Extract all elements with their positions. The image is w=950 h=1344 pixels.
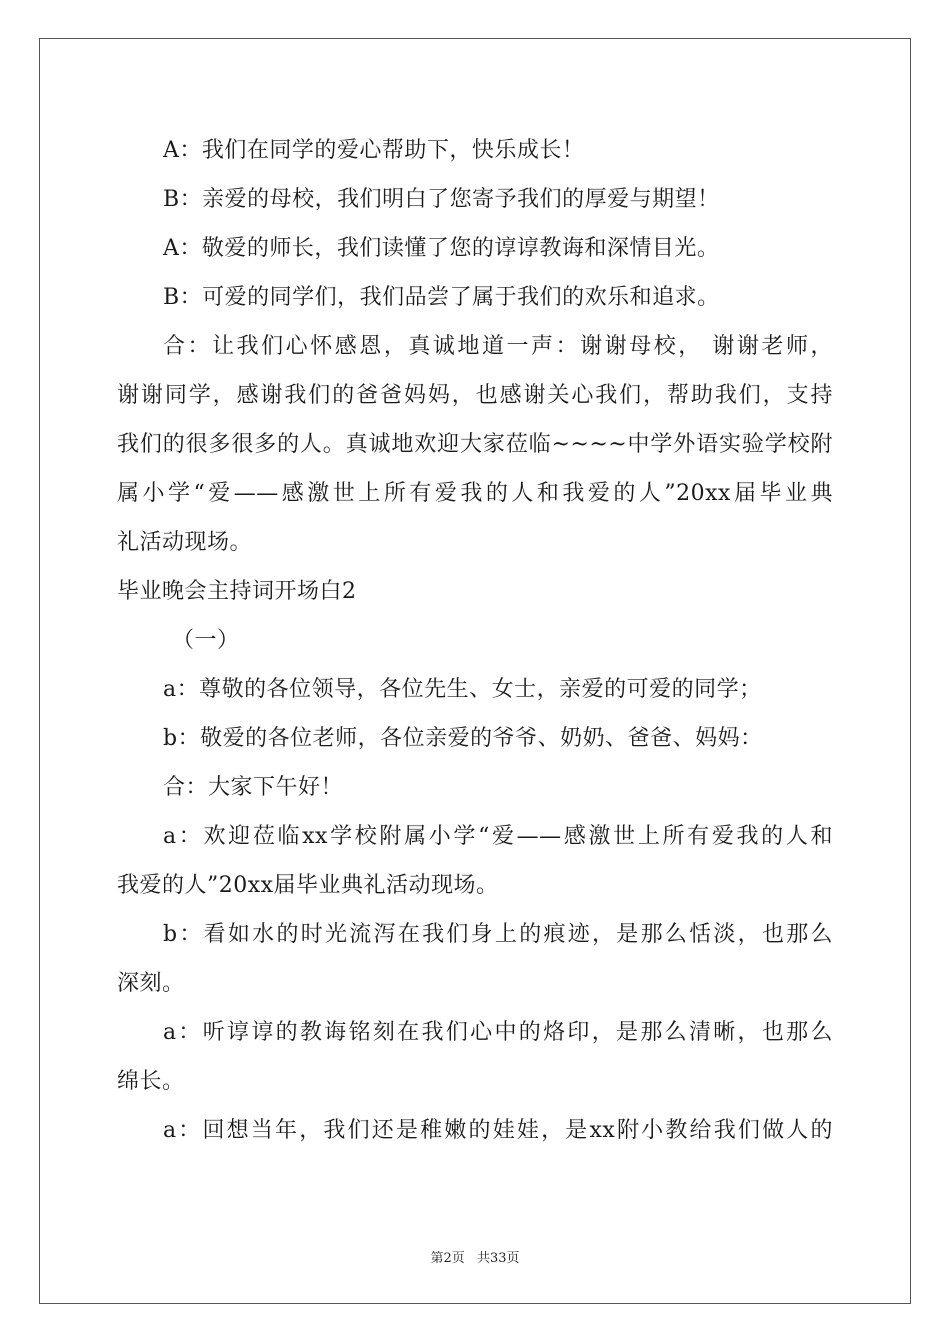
paragraph-line: a：尊敬的各位领导，各位先生、女士，亲爱的可爱的同学；: [163, 677, 762, 702]
paragraph-line: 我们的很多很多的人。真诚地欢迎大家莅临~~~~中学外语实验学校附: [117, 432, 833, 457]
paragraph-line: 合：大家下午好！: [163, 775, 344, 800]
paragraph-line: 合：让我们心怀感恩，真诚地道一声：谢谢母校， 谢谢老师，: [163, 334, 833, 359]
paragraph-line: 我爱的人”20xx届毕业典礼活动现场。: [117, 873, 499, 898]
paragraph-line: 属小学“爱——感激世上所有爱我的人和我爱的人”20xx届毕业典: [117, 481, 833, 506]
paragraph-line: 礼活动现场。: [117, 530, 253, 555]
paragraph-line: b：敬爱的各位老师，各位亲爱的爷爷、奶奶、爸爸、妈妈：: [163, 726, 763, 751]
page-number: 第2页: [430, 1251, 465, 1266]
page-footer: [0, 1247, 950, 1266]
paragraph-line: 深刻。: [117, 971, 185, 996]
page-total: 共33页: [476, 1251, 520, 1266]
paragraph-line: 绵长。: [117, 1069, 185, 1094]
paragraph-line: a：听谆谆的教诲铭刻在我们心中的烙印，是那么清晰，也那么: [163, 1020, 833, 1045]
subsection-label: （一）: [172, 628, 240, 653]
paragraph-line: A：敬爱的师长，我们读懂了您的谆谆教诲和深情目光。: [163, 236, 720, 261]
document-body: [117, 126, 833, 1155]
paragraph-line: B：可爱的同学们，我们品尝了属于我们的欢乐和追求。: [163, 285, 720, 310]
paragraph-line: a：欢迎莅临xx学校附属小学“爱——感激世上所有爱我的人和: [163, 824, 833, 849]
section-heading: 毕业晚会主持词开场白2: [117, 579, 357, 604]
paragraph-line: b：看如水的时光流泻在我们身上的痕迹，是那么恬淡，也那么: [163, 922, 833, 947]
paragraph-line: 谢谢同学，感谢我们的爸爸妈妈，也感谢关心我们，帮助我们，支持: [117, 383, 833, 408]
paragraph-line: A：我们在同学的爱心帮助下，快乐成长！: [163, 138, 585, 163]
paragraph-line: B：亲爱的母校，我们明白了您寄予我们的厚爱与期望！: [163, 187, 720, 212]
paragraph-line: a：回想当年，我们还是稚嫩的娃娃，是xx附小教给我们做人的: [163, 1118, 833, 1143]
